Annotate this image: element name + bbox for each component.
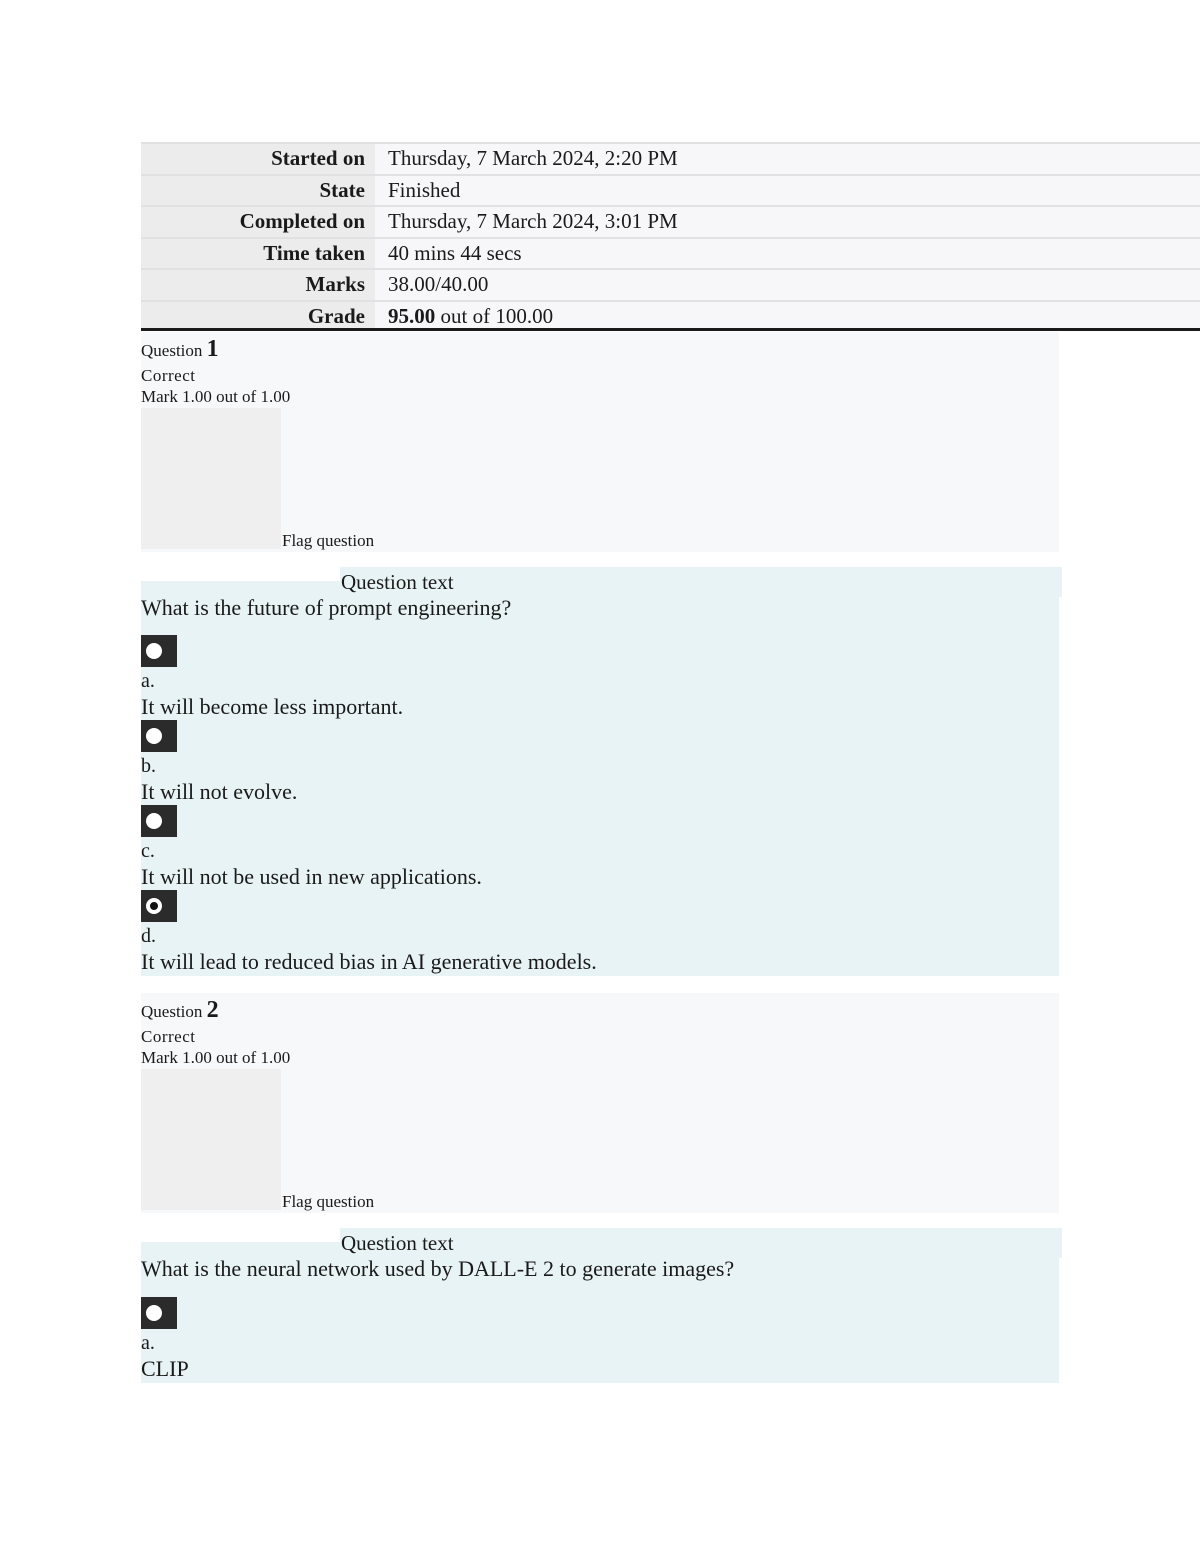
question-number: Question 1 xyxy=(141,336,219,362)
option-letter: a. xyxy=(141,1332,155,1354)
flag-icon[interactable] xyxy=(141,408,281,549)
option-letter: d. xyxy=(141,925,156,947)
answer-option[interactable] xyxy=(141,1297,1059,1382)
summary-row-state xyxy=(141,174,1200,206)
option-letter: b. xyxy=(141,755,156,777)
question-text: What is the future of prompt engineering? xyxy=(141,595,512,620)
question-2-info xyxy=(141,993,1059,1213)
radio-button[interactable] xyxy=(141,805,177,837)
summary-value: Thursday, 7 March 2024, 2:20 PM xyxy=(375,144,1200,174)
summary-label: Completed on xyxy=(141,207,375,237)
summary-row-marks xyxy=(141,268,1200,300)
radio-button[interactable] xyxy=(141,720,177,752)
grade-total: out of 100.00 xyxy=(435,303,554,328)
question-state: Correct xyxy=(141,1027,196,1046)
summary-value: Thursday, 7 March 2024, 3:01 PM xyxy=(375,207,1200,237)
summary-label: Marks xyxy=(141,270,375,300)
option-text: It will not evolve. xyxy=(141,779,298,804)
question-text-heading: Question text xyxy=(340,567,1062,597)
option-letter: c. xyxy=(141,840,155,862)
summary-row-started xyxy=(141,142,1200,174)
summary-label: Grade xyxy=(141,302,375,329)
summary-value: Finished xyxy=(375,176,1200,206)
answer-option[interactable] xyxy=(141,890,1059,975)
summary-row-grade xyxy=(141,300,1200,332)
answer-option[interactable] xyxy=(141,805,1059,890)
attempt-summary-table xyxy=(141,142,1200,331)
question-mark: Mark 1.00 out of 1.00 xyxy=(141,1048,291,1067)
option-text: It will become less important. xyxy=(141,694,404,719)
option-letter: a. xyxy=(141,670,155,692)
summary-value: 40 mins 44 secs xyxy=(375,239,1200,269)
summary-row-completed xyxy=(141,205,1200,237)
option-text: It will not be used in new applications. xyxy=(141,864,482,889)
radio-button-selected[interactable] xyxy=(141,890,177,922)
question-mark: Mark 1.00 out of 1.00 xyxy=(141,387,291,406)
radio-button[interactable] xyxy=(141,635,177,667)
flag-icon[interactable] xyxy=(141,1069,281,1210)
summary-value: 38.00/40.00 xyxy=(375,270,1200,300)
question-2-content xyxy=(141,1231,1059,1383)
question-text: What is the neural network used by DALL-E 2 to generate images? xyxy=(141,1256,735,1281)
summary-row-time-taken xyxy=(141,237,1200,269)
answer-option[interactable] xyxy=(141,635,1059,720)
summary-value xyxy=(375,302,1200,329)
question-number: Question 2 xyxy=(141,997,219,1023)
radio-button[interactable] xyxy=(141,1297,177,1329)
option-text: It will lead to reduced bias in AI generative models. xyxy=(141,949,597,974)
summary-label: Started on xyxy=(141,144,375,174)
question-state: Correct xyxy=(141,366,196,385)
flag-question-link[interactable]: Flag question xyxy=(282,531,375,550)
flag-question-link[interactable]: Flag question xyxy=(282,1192,375,1211)
grade-score: 95.00 xyxy=(388,303,436,328)
summary-label: State xyxy=(141,176,375,206)
option-text: CLIP xyxy=(141,1356,189,1381)
question-text-heading: Question text xyxy=(340,1228,1062,1258)
summary-label: Time taken xyxy=(141,239,375,269)
answer-option[interactable] xyxy=(141,720,1059,805)
question-1-content xyxy=(141,570,1059,976)
question-1-info xyxy=(141,332,1059,552)
